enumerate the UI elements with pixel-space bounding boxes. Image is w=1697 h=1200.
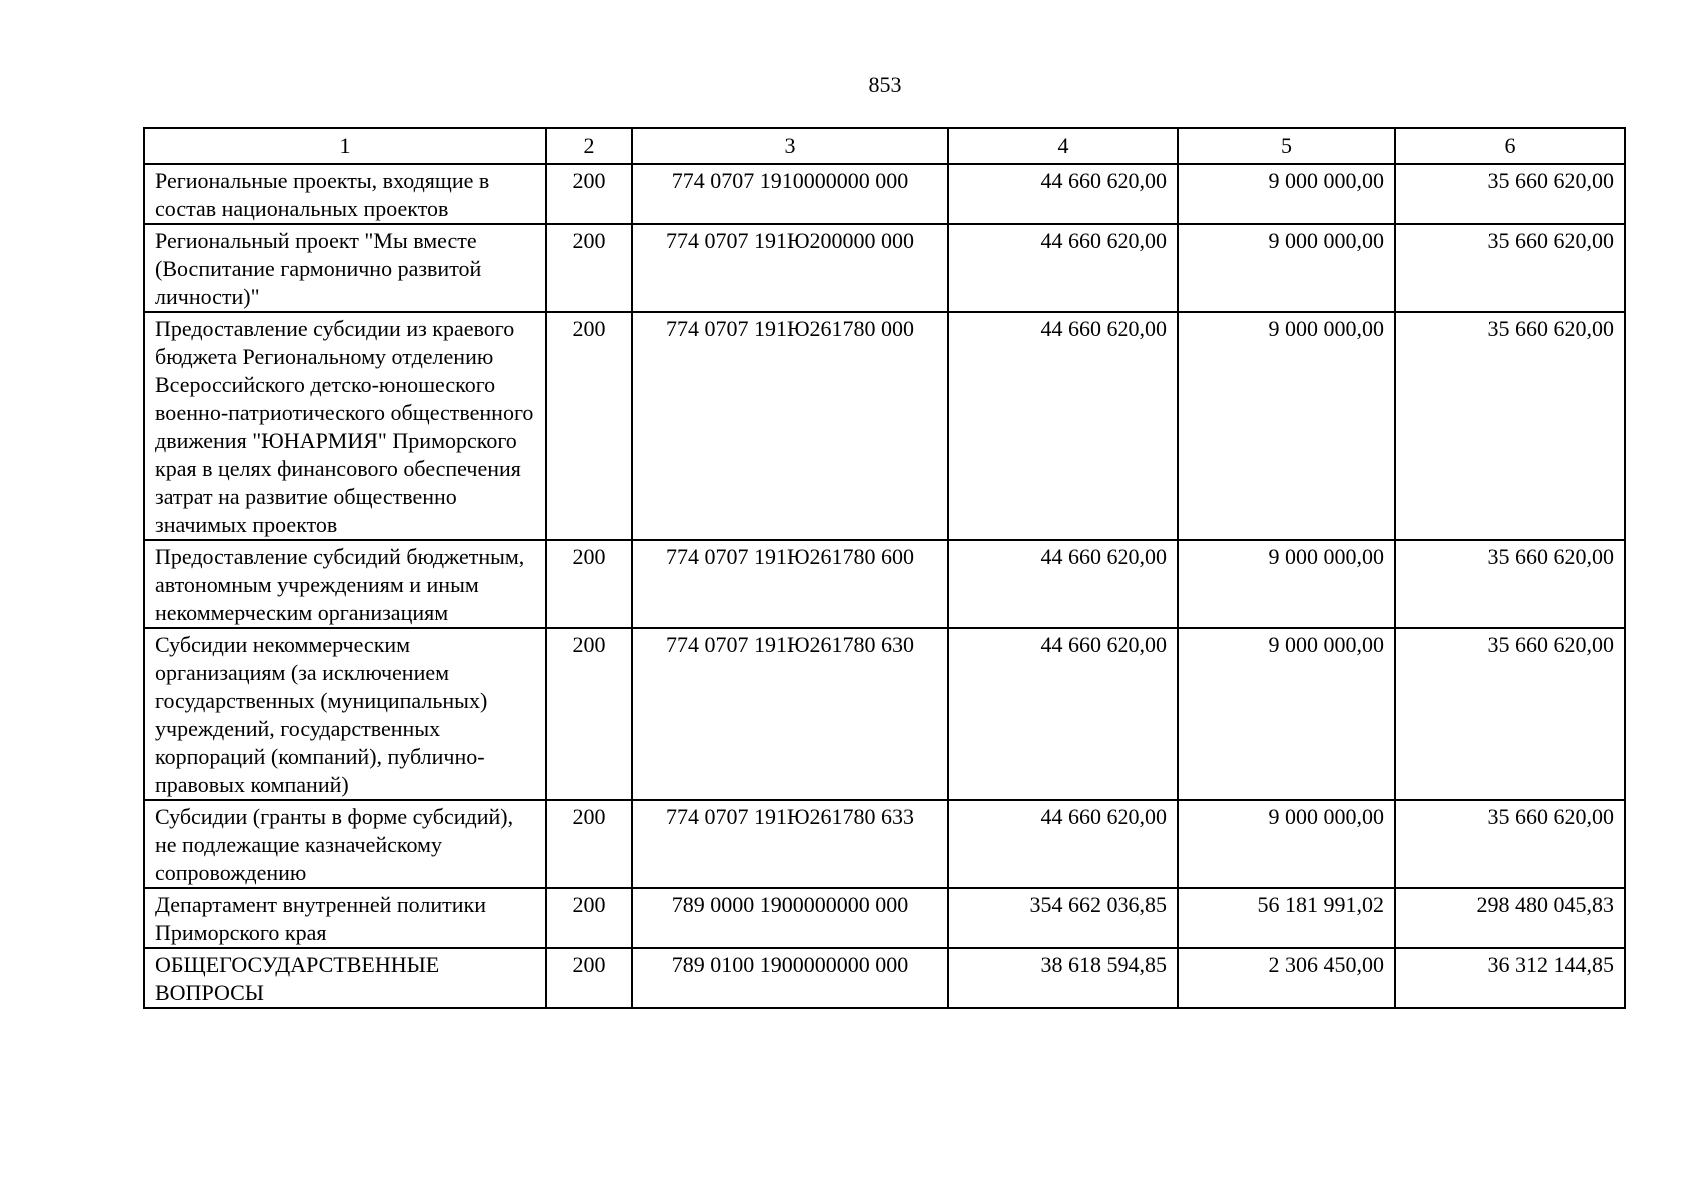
row-col5: 9 000 000,00 xyxy=(1178,164,1395,224)
row-col2: 200 xyxy=(546,628,632,800)
table-row xyxy=(144,888,1625,948)
row-col2: 200 xyxy=(546,164,632,224)
column-header-2: 2 xyxy=(546,128,632,164)
row-col2: 200 xyxy=(546,948,632,1008)
row-name: Департамент внутренней политики Приморского края xyxy=(144,888,546,948)
row-code: 774 0707 1910000000 000 xyxy=(632,164,948,224)
row-col6: 36 312 144,85 xyxy=(1395,948,1625,1008)
row-col4: 38 618 594,85 xyxy=(948,948,1178,1008)
row-col4: 44 660 620,00 xyxy=(948,628,1178,800)
row-col5: 9 000 000,00 xyxy=(1178,800,1395,888)
row-name: Предоставление субсидии из краевого бюджета Региональному отделению Всероссийского детско-юношеского военно-патриотического общественного движения "ЮНАРМИЯ" Приморского края в целях финансового обеспечения затрат на развитие общественно значимых проектов xyxy=(144,312,546,540)
budget-table xyxy=(143,127,1626,1009)
table-row xyxy=(144,540,1625,628)
row-col6: 35 660 620,00 xyxy=(1395,164,1625,224)
table-header-row xyxy=(144,128,1625,164)
row-col6: 35 660 620,00 xyxy=(1395,224,1625,312)
column-header-6: 6 xyxy=(1395,128,1625,164)
row-col5: 9 000 000,00 xyxy=(1178,628,1395,800)
table-row xyxy=(144,628,1625,800)
row-col5: 9 000 000,00 xyxy=(1178,312,1395,540)
row-name: Субсидии некоммерческим организациям (за исключением государственных (муниципальных) учреждений, государственных корпораций (компаний), публично-правовых компаний) xyxy=(144,628,546,800)
row-col5: 9 000 000,00 xyxy=(1178,540,1395,628)
row-col2: 200 xyxy=(546,312,632,540)
row-code: 789 0100 1900000000 000 xyxy=(632,948,948,1008)
table-row xyxy=(144,800,1625,888)
row-col6: 35 660 620,00 xyxy=(1395,540,1625,628)
row-name: Предоставление субсидий бюджетным, автономным учреждениям и иным некоммерческим организациям xyxy=(144,540,546,628)
table-row xyxy=(144,224,1625,312)
table-row xyxy=(144,164,1625,224)
row-col6: 35 660 620,00 xyxy=(1395,312,1625,540)
row-col2: 200 xyxy=(546,224,632,312)
column-header-4: 4 xyxy=(948,128,1178,164)
row-col4: 44 660 620,00 xyxy=(948,540,1178,628)
row-col5: 9 000 000,00 xyxy=(1178,224,1395,312)
table-row xyxy=(144,948,1625,1008)
row-col4: 354 662 036,85 xyxy=(948,888,1178,948)
row-col6: 35 660 620,00 xyxy=(1395,628,1625,800)
row-col5: 2 306 450,00 xyxy=(1178,948,1395,1008)
row-col2: 200 xyxy=(546,888,632,948)
column-header-3: 3 xyxy=(632,128,948,164)
row-code: 774 0707 191Ю261780 630 xyxy=(632,628,948,800)
row-col2: 200 xyxy=(546,800,632,888)
row-code: 774 0707 191Ю261780 000 xyxy=(632,312,948,540)
row-name: Региональный проект "Мы вместе (Воспитание гармонично развитой личности)" xyxy=(144,224,546,312)
table-row xyxy=(144,312,1625,540)
row-code: 774 0707 191Ю261780 600 xyxy=(632,540,948,628)
row-col6: 35 660 620,00 xyxy=(1395,800,1625,888)
row-name: ОБЩЕГОСУДАРСТВЕННЫЕ ВОПРОСЫ xyxy=(144,948,546,1008)
row-col4: 44 660 620,00 xyxy=(948,224,1178,312)
row-col2: 200 xyxy=(546,540,632,628)
row-code: 789 0000 1900000000 000 xyxy=(632,888,948,948)
page-number: 853 xyxy=(868,72,902,97)
row-col4: 44 660 620,00 xyxy=(948,164,1178,224)
row-name: Региональные проекты, входящие в состав национальных проектов xyxy=(144,164,546,224)
column-header-1: 1 xyxy=(144,128,546,164)
row-code: 774 0707 191Ю261780 633 xyxy=(632,800,948,888)
row-col5: 56 181 991,02 xyxy=(1178,888,1395,948)
row-col4: 44 660 620,00 xyxy=(948,800,1178,888)
row-name: Субсидии (гранты в форме субсидий), не подлежащие казначейскому сопровождению xyxy=(144,800,546,888)
row-col4: 44 660 620,00 xyxy=(948,312,1178,540)
column-header-5: 5 xyxy=(1178,128,1395,164)
row-col6: 298 480 045,83 xyxy=(1395,888,1625,948)
row-code: 774 0707 191Ю200000 000 xyxy=(632,224,948,312)
